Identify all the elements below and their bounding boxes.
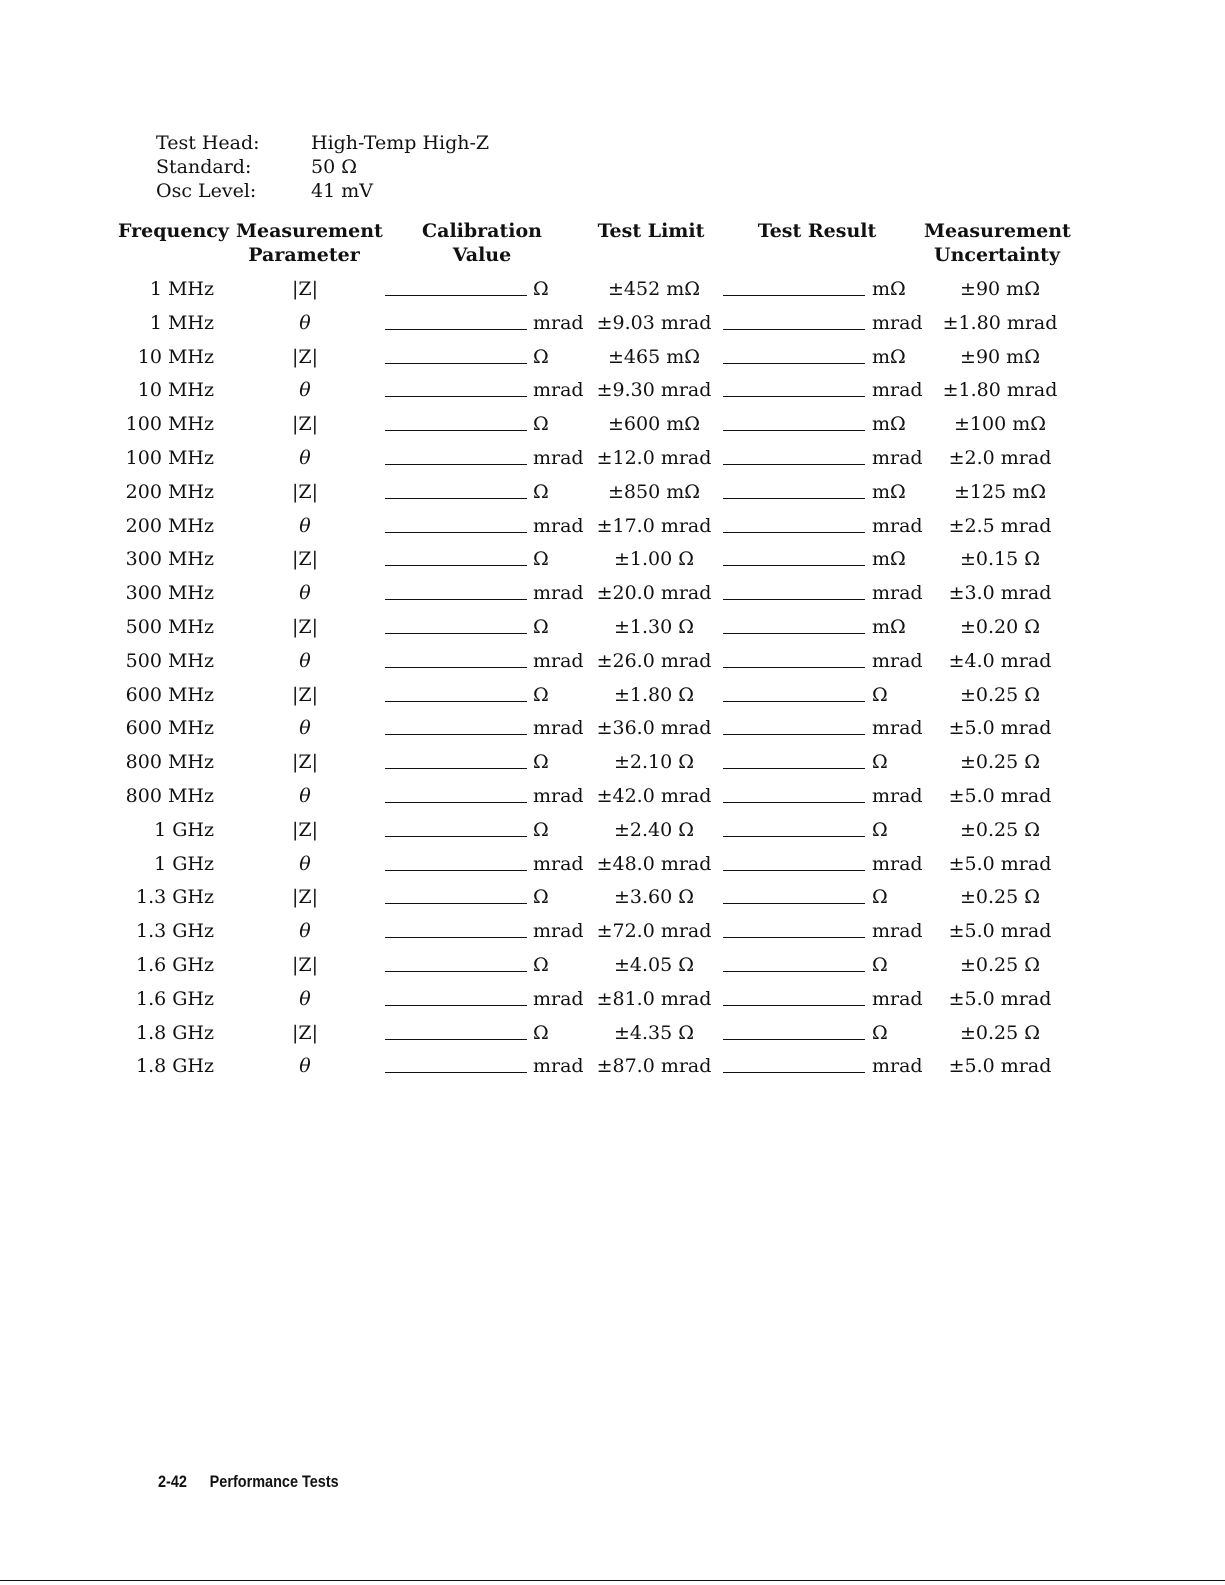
frequency-cell: 300 MHz <box>125 548 214 571</box>
test-setup-info <box>156 131 489 203</box>
calibration-value-blank[interactable] <box>385 1039 527 1040</box>
table-row <box>0 780 1225 814</box>
uncertainty-cell: ±0.25 Ω <box>959 886 1041 909</box>
parameter-cell: |Z| <box>291 615 318 638</box>
calibration-unit: mrad <box>533 446 584 469</box>
parameter-cell: θ <box>299 582 311 605</box>
test-result-blank[interactable] <box>723 836 865 837</box>
test-limit-cell: ±36.0 mrad <box>596 717 712 740</box>
header-param-line2: Parameter <box>248 244 360 266</box>
uncertainty-cell: ±0.25 Ω <box>959 1021 1041 1044</box>
test-limit-cell: ±81.0 mrad <box>596 987 712 1010</box>
table-row <box>0 949 1225 983</box>
uncertainty-cell: ±0.25 Ω <box>959 818 1041 841</box>
calibration-unit: mrad <box>533 379 584 402</box>
calibration-unit: mrad <box>533 987 584 1010</box>
test-limit-cell: ±42.0 mrad <box>596 784 712 807</box>
test-result-unit: Ω <box>872 1021 888 1044</box>
parameter-cell: θ <box>299 649 311 672</box>
table-row <box>0 1017 1225 1051</box>
frequency-cell: 1 GHz <box>154 818 214 841</box>
test-limit-cell: ±4.35 Ω <box>613 1021 695 1044</box>
calibration-value-blank[interactable] <box>385 464 527 465</box>
calibration-unit: mrad <box>533 649 584 672</box>
parameter-cell: θ <box>299 987 311 1010</box>
test-limit-cell: ±850 mΩ <box>608 480 700 503</box>
calibration-value-blank[interactable] <box>385 1005 527 1006</box>
test-result-blank[interactable] <box>723 667 865 668</box>
table-row <box>0 577 1225 611</box>
standard-label: Standard: <box>156 156 252 178</box>
calibration-unit: Ω <box>533 683 549 706</box>
test-result-unit: Ω <box>872 886 888 909</box>
test-limit-cell: ±17.0 mrad <box>596 514 712 537</box>
calibration-unit: mrad <box>533 784 584 807</box>
table-row <box>0 374 1225 408</box>
test-limit-cell: ±9.03 mrad <box>596 311 712 334</box>
test-head-row <box>156 131 489 155</box>
uncertainty-cell: ±100 mΩ <box>954 413 1046 436</box>
parameter-cell: |Z| <box>291 413 318 436</box>
test-result-blank[interactable] <box>723 430 865 431</box>
frequency-cell: 1.8 GHz <box>135 1021 214 1044</box>
test-result-unit: mrad <box>872 920 923 943</box>
header-measurement-parameter <box>236 219 383 267</box>
uncertainty-cell: ±5.0 mrad <box>948 852 1052 875</box>
parameter-cell: θ <box>299 920 311 943</box>
header-test-result <box>752 219 882 243</box>
test-result-unit: mΩ <box>872 548 906 571</box>
header-unc-line2: Uncertainty <box>934 244 1060 266</box>
uncertainty-cell: ±1.80 mrad <box>942 311 1058 334</box>
parameter-cell: θ <box>299 514 311 537</box>
test-result-blank[interactable] <box>723 295 865 296</box>
test-result-unit: mΩ <box>872 480 906 503</box>
osc-level-row <box>156 179 489 203</box>
test-limit-cell: ±48.0 mrad <box>596 852 712 875</box>
calibration-value-blank[interactable] <box>385 836 527 837</box>
calibration-unit: mrad <box>533 514 584 537</box>
table-row <box>0 442 1225 476</box>
frequency-cell: 100 MHz <box>125 413 214 436</box>
calibration-unit: Ω <box>533 751 549 774</box>
test-limit-cell: ±3.60 Ω <box>613 886 695 909</box>
test-limit-cell: ±2.40 Ω <box>613 818 695 841</box>
uncertainty-cell: ±90 mΩ <box>960 345 1040 368</box>
test-limit-cell: ±26.0 mrad <box>596 649 712 672</box>
parameter-cell: |Z| <box>291 1021 318 1044</box>
calibration-value-blank[interactable] <box>385 870 527 871</box>
calibration-value-blank[interactable] <box>385 329 527 330</box>
uncertainty-cell: ±0.25 Ω <box>959 683 1041 706</box>
test-limit-cell: ±452 mΩ <box>608 278 700 300</box>
table-row <box>0 712 1225 746</box>
test-limit-cell: ±1.80 Ω <box>613 683 695 706</box>
calibration-unit: Ω <box>533 818 549 841</box>
header-frequency-text: Frequency <box>118 220 229 242</box>
test-result-blank[interactable] <box>723 1072 865 1073</box>
parameter-cell: θ <box>299 1055 311 1078</box>
parameter-cell: |Z| <box>291 278 318 300</box>
parameter-cell: |Z| <box>291 953 318 976</box>
test-result-blank[interactable] <box>723 903 865 904</box>
calibration-unit: Ω <box>533 1021 549 1044</box>
test-result-blank[interactable] <box>723 464 865 465</box>
table-row <box>0 408 1225 442</box>
parameter-cell: θ <box>299 852 311 875</box>
test-head-label: Test Head: <box>156 132 260 154</box>
uncertainty-cell: ±5.0 mrad <box>948 784 1052 807</box>
calibration-unit: Ω <box>533 278 549 300</box>
calibration-value-blank[interactable] <box>385 971 527 972</box>
parameter-cell: θ <box>299 311 311 334</box>
table-row <box>0 915 1225 949</box>
test-head-value: High-Temp High-Z <box>311 132 490 154</box>
calibration-value-blank[interactable] <box>385 363 527 364</box>
test-result-blank[interactable] <box>723 565 865 566</box>
test-limit-cell: ±1.30 Ω <box>613 615 695 638</box>
osc-level-label: Osc Level: <box>156 180 257 202</box>
calibration-value-blank[interactable] <box>385 768 527 769</box>
table-header <box>0 219 1225 275</box>
header-param-line1: Measurement <box>236 220 383 242</box>
header-measurement-uncertainty <box>924 219 1070 267</box>
parameter-cell: |Z| <box>291 818 318 841</box>
test-result-blank[interactable] <box>723 599 865 600</box>
calibration-unit: Ω <box>533 480 549 503</box>
uncertainty-cell: ±5.0 mrad <box>948 1055 1052 1078</box>
table-row <box>0 341 1225 375</box>
calibration-value-blank[interactable] <box>385 498 527 499</box>
calibration-value-blank[interactable] <box>385 734 527 735</box>
parameter-cell: |Z| <box>291 548 318 571</box>
table-row <box>0 746 1225 780</box>
test-result-blank[interactable] <box>723 363 865 364</box>
test-result-blank[interactable] <box>723 1039 865 1040</box>
calibration-value-blank[interactable] <box>385 430 527 431</box>
table-row <box>0 983 1225 1017</box>
test-limit-cell: ±9.30 mrad <box>596 379 712 402</box>
frequency-cell: 1.6 GHz <box>135 987 214 1010</box>
table-row <box>0 510 1225 544</box>
header-cal-line1: Calibration <box>422 220 542 242</box>
calibration-value-blank[interactable] <box>385 802 527 803</box>
header-cal-line2: Value <box>452 244 512 266</box>
parameter-cell: |Z| <box>291 886 318 909</box>
frequency-cell: 300 MHz <box>125 582 214 605</box>
test-result-blank[interactable] <box>723 937 865 938</box>
test-result-unit: mrad <box>872 582 923 605</box>
osc-level-value: 41 mV <box>311 180 373 202</box>
frequency-cell: 200 MHz <box>125 514 214 537</box>
test-result-unit: mrad <box>872 717 923 740</box>
test-limit-cell: ±600 mΩ <box>608 413 700 436</box>
test-limit-cell: ±20.0 mrad <box>596 582 712 605</box>
test-limit-cell: ±4.05 Ω <box>613 953 695 976</box>
uncertainty-cell: ±5.0 mrad <box>948 987 1052 1010</box>
table-row <box>0 543 1225 577</box>
calibration-value-blank[interactable] <box>385 701 527 702</box>
frequency-cell: 1 MHz <box>149 311 214 334</box>
table-row <box>0 679 1225 713</box>
uncertainty-cell: ±0.20 Ω <box>959 615 1041 638</box>
page-footer <box>158 1472 339 1492</box>
frequency-cell: 800 MHz <box>125 751 214 774</box>
test-result-unit: mΩ <box>872 413 906 436</box>
uncertainty-cell: ±1.80 mrad <box>942 379 1058 402</box>
uncertainty-cell: ±4.0 mrad <box>948 649 1052 672</box>
calibration-value-blank[interactable] <box>385 903 527 904</box>
frequency-cell: 100 MHz <box>125 446 214 469</box>
uncertainty-cell: ±125 mΩ <box>954 480 1046 503</box>
test-limit-cell: ±72.0 mrad <box>596 920 712 943</box>
uncertainty-cell: ±2.5 mrad <box>948 514 1052 537</box>
test-result-unit: mΩ <box>872 345 906 368</box>
test-result-blank[interactable] <box>723 498 865 499</box>
frequency-cell: 10 MHz <box>137 345 214 368</box>
frequency-cell: 600 MHz <box>125 683 214 706</box>
frequency-cell: 1.6 GHz <box>135 953 214 976</box>
test-result-blank[interactable] <box>723 768 865 769</box>
frequency-cell: 500 MHz <box>125 649 214 672</box>
calibration-unit: Ω <box>533 953 549 976</box>
test-result-unit: mΩ <box>872 615 906 638</box>
test-result-blank[interactable] <box>723 396 865 397</box>
frequency-cell: 800 MHz <box>125 784 214 807</box>
calibration-value-blank[interactable] <box>385 937 527 938</box>
bottom-rule <box>0 1580 1225 1581</box>
test-result-blank[interactable] <box>723 1005 865 1006</box>
calibration-unit: mrad <box>533 920 584 943</box>
section-title: Performance Tests <box>209 1472 339 1491</box>
calibration-unit: mrad <box>533 582 584 605</box>
frequency-cell: 1.3 GHz <box>135 886 214 909</box>
test-result-blank[interactable] <box>723 802 865 803</box>
test-limit-cell: ±465 mΩ <box>608 345 700 368</box>
table-row <box>0 307 1225 341</box>
test-result-blank[interactable] <box>723 633 865 634</box>
calibration-unit: Ω <box>533 548 549 571</box>
table-row <box>0 1050 1225 1084</box>
test-result-unit: Ω <box>872 751 888 774</box>
parameter-cell: θ <box>299 784 311 807</box>
frequency-cell: 600 MHz <box>125 717 214 740</box>
test-limit-cell: ±2.10 Ω <box>613 751 695 774</box>
calibration-unit: Ω <box>533 413 549 436</box>
calibration-unit: mrad <box>533 717 584 740</box>
frequency-cell: 1 GHz <box>154 852 214 875</box>
frequency-cell: 200 MHz <box>125 480 214 503</box>
standard-value: 50 Ω <box>311 156 357 178</box>
calibration-value-blank[interactable] <box>385 667 527 668</box>
table-row <box>0 611 1225 645</box>
calibration-value-blank[interactable] <box>385 633 527 634</box>
test-result-unit: Ω <box>872 818 888 841</box>
uncertainty-cell: ±0.25 Ω <box>959 751 1041 774</box>
test-result-unit: mrad <box>872 784 923 807</box>
header-limit-text: Test Limit <box>597 220 705 242</box>
test-result-blank[interactable] <box>723 971 865 972</box>
test-result-blank[interactable] <box>723 532 865 533</box>
page-number: 2-42 <box>158 1472 187 1491</box>
test-result-unit: mrad <box>872 649 923 672</box>
calibration-unit: Ω <box>533 886 549 909</box>
calibration-unit: Ω <box>533 345 549 368</box>
test-result-blank[interactable] <box>723 701 865 702</box>
calibration-unit: mrad <box>533 1055 584 1078</box>
uncertainty-cell: ±0.25 Ω <box>959 953 1041 976</box>
uncertainty-cell: ±5.0 mrad <box>948 717 1052 740</box>
uncertainty-cell: ±5.0 mrad <box>948 920 1052 943</box>
calibration-value-blank[interactable] <box>385 599 527 600</box>
parameter-cell: |Z| <box>291 345 318 368</box>
calibration-value-blank[interactable] <box>385 396 527 397</box>
test-result-unit: mΩ <box>872 278 906 300</box>
parameter-cell: θ <box>299 379 311 402</box>
test-result-blank[interactable] <box>723 870 865 871</box>
calibration-value-blank[interactable] <box>385 532 527 533</box>
table-row <box>0 814 1225 848</box>
calibration-value-blank[interactable] <box>385 1072 527 1073</box>
table-row <box>0 273 1225 307</box>
uncertainty-cell: ±0.15 Ω <box>959 548 1041 571</box>
test-result-blank[interactable] <box>723 329 865 330</box>
calibration-unit: mrad <box>533 311 584 334</box>
uncertainty-cell: ±2.0 mrad <box>948 446 1052 469</box>
calibration-value-blank[interactable] <box>385 565 527 566</box>
test-result-blank[interactable] <box>723 734 865 735</box>
test-result-unit: mrad <box>872 1055 923 1078</box>
frequency-cell: 10 MHz <box>137 379 214 402</box>
uncertainty-cell: ±3.0 mrad <box>948 582 1052 605</box>
frequency-cell: 1 MHz <box>149 278 214 300</box>
parameter-cell: |Z| <box>291 480 318 503</box>
test-limit-cell: ±12.0 mrad <box>596 446 712 469</box>
calibration-value-blank[interactable] <box>385 295 527 296</box>
test-result-unit: mrad <box>872 311 923 334</box>
header-result-text: Test Result <box>757 220 877 242</box>
test-result-unit: Ω <box>872 953 888 976</box>
calibration-unit: mrad <box>533 852 584 875</box>
test-result-unit: mrad <box>872 446 923 469</box>
test-result-unit: mrad <box>872 852 923 875</box>
standard-row <box>156 155 489 179</box>
test-result-unit: mrad <box>872 514 923 537</box>
parameter-cell: |Z| <box>291 683 318 706</box>
header-unc-line1: Measurement <box>924 220 1071 242</box>
frequency-cell: 500 MHz <box>125 615 214 638</box>
test-result-unit: Ω <box>872 683 888 706</box>
test-result-unit: mrad <box>872 987 923 1010</box>
table-row <box>0 848 1225 882</box>
frequency-cell: 1.8 GHz <box>135 1055 214 1078</box>
test-limit-cell: ±87.0 mrad <box>596 1055 712 1078</box>
parameter-cell: |Z| <box>291 751 318 774</box>
table-row <box>0 476 1225 510</box>
uncertainty-cell: ±90 mΩ <box>960 278 1040 300</box>
test-table-body <box>0 273 1225 1084</box>
parameter-cell: θ <box>299 446 311 469</box>
header-calibration-value <box>412 219 552 267</box>
frequency-cell: 1.3 GHz <box>135 920 214 943</box>
parameter-cell: θ <box>299 717 311 740</box>
header-test-limit <box>586 219 716 243</box>
test-result-unit: mrad <box>872 379 923 402</box>
header-frequency <box>118 219 229 243</box>
table-row <box>0 645 1225 679</box>
test-limit-cell: ±1.00 Ω <box>613 548 695 571</box>
table-row <box>0 881 1225 915</box>
calibration-unit: Ω <box>533 615 549 638</box>
